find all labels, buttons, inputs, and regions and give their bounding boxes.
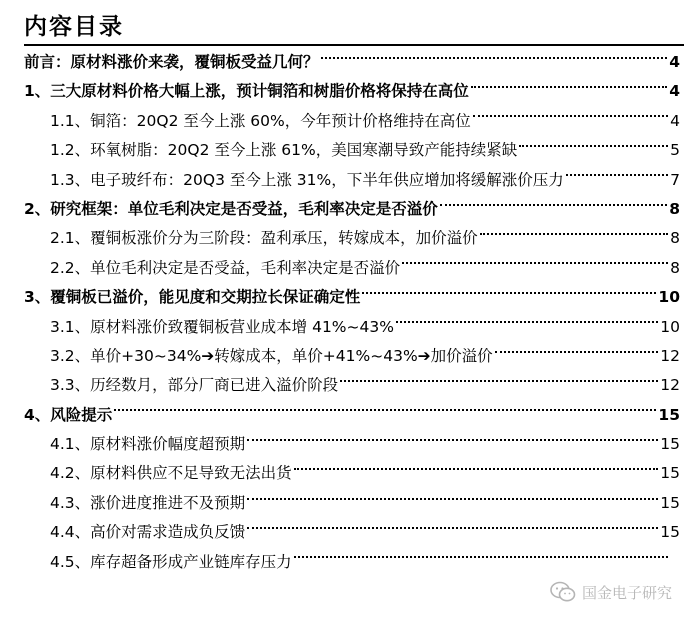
toc-entry-number: 2、 [24,199,51,218]
title-divider [24,44,684,46]
toc-entry[interactable] [0,283,700,312]
toc-entry[interactable] [0,518,700,547]
toc-entry-page: 15 [660,523,680,542]
watermark-text: 国金电子研究 [582,583,673,602]
toc-entry-title: 历经数月，部分厂商已进入溢价阶段 [90,376,339,395]
toc-entry-page: 15 [658,405,680,424]
table-of-contents [0,48,700,577]
dot-leader [396,321,658,323]
toc-entry-number: 4、 [24,405,51,424]
toc-entry-title: 覆铜板已溢价，能见度和交期拉长保证确定性 [50,288,361,307]
toc-entry[interactable] [0,430,700,459]
toc-entry[interactable] [0,77,700,106]
toc-entry-number: 1.1、 [50,111,91,130]
toc-entry-title: 电子玻纤布：20Q3 至今上涨 31%，下半年供应增加将缓解涨价压力 [90,170,564,189]
toc-entry-page: 8 [670,258,680,277]
toc-entry[interactable] [0,548,700,577]
toc-entry[interactable] [0,459,700,488]
toc-entry-title: 高价对需求造成负反馈 [90,523,246,542]
page-title: 内容目录 [24,13,124,40]
dot-leader [480,233,668,235]
toc-entry-page: 15 [660,493,680,512]
toc-entry[interactable] [0,371,700,400]
toc-entry-title: 环氧树脂：20Q2 至今上涨 61%，美国寒潮导致产能持续紧缺 [90,141,518,160]
dot-leader [519,145,668,147]
toc-entry[interactable] [0,489,700,518]
dot-leader [247,498,658,500]
toc-entry-title: 涨价进度推进不及预期 [90,493,246,512]
toc-entry[interactable] [0,195,700,224]
toc-entry-number: 4.4、 [50,523,91,542]
toc-entry[interactable] [0,342,700,371]
toc-entry-page: 7 [670,170,680,189]
toc-entry-page: 12 [660,346,680,365]
dot-leader [321,57,668,59]
dot-leader [247,527,658,529]
toc-entry[interactable] [0,48,700,77]
toc-entry-number: 2.2、 [50,258,91,277]
dot-leader [440,204,667,206]
toc-entry[interactable] [0,401,700,430]
toc-entry[interactable] [0,313,700,342]
toc-entry-number: 4.1、 [50,435,91,454]
toc-entry-title: 库存超备形成产业链库存压力 [90,552,292,571]
toc-entry-title: 原材料供应不足导致无法出货 [90,464,292,483]
toc-entry-number: 3、 [24,288,51,307]
toc-entry-number: 4.5、 [50,552,91,571]
toc-entry-title: 原材料涨价致覆铜板营业成本增 41%~43% [90,317,394,336]
toc-entry[interactable] [0,224,700,253]
toc-entry[interactable] [0,136,700,165]
toc-entry-page: 4 [669,82,680,101]
dot-leader [362,292,656,294]
toc-entry-number: 3.1、 [50,317,91,336]
toc-entry-number: 2.1、 [50,229,91,248]
toc-entry-title: 单位毛利决定是否受益，毛利率决定是否溢价 [90,258,401,277]
toc-entry-number: 3.3、 [50,376,91,395]
toc-entry-title: 铜箔：20Q2 至今上涨 60%，今年预计价格维持在高位 [90,111,471,130]
toc-entry-page: 15 [660,464,680,483]
dot-leader [340,380,658,382]
toc-entry-page: 8 [669,199,680,218]
toc-entry-title: 风险提示 [50,405,113,424]
dot-leader [471,86,667,88]
dot-leader [247,439,658,441]
toc-entry-page: 8 [670,229,680,248]
toc-entry-page: 12 [660,376,680,395]
dot-leader [114,409,656,411]
toc-entry-title: 原材料涨价幅度超预期 [90,435,246,454]
toc-entry-number: 1、 [24,82,51,101]
toc-entry-page: 10 [660,317,680,336]
dot-leader [294,468,659,470]
toc-entry-number: 1.2、 [50,141,91,160]
dot-leader [566,174,668,176]
toc-entry-page: 10 [658,288,680,307]
toc-entry-title: 前言：原材料涨价来袭，覆铜板受益几何？ [24,53,319,71]
toc-entry-title: 覆铜板涨价分为三阶段：盈利承压，转嫁成本，加价溢价 [90,229,478,248]
toc-entry[interactable] [0,166,700,195]
toc-entry-page: 4 [670,111,680,130]
dot-leader [402,262,668,264]
watermark [546,579,676,605]
toc-entry-number: 4.3、 [50,493,91,512]
toc-entry-number: 4.2、 [50,464,91,483]
dot-leader [495,351,659,353]
wechat-icon [550,581,576,603]
toc-entry-page: 4 [669,53,680,71]
toc-entry-page: 15 [660,435,680,454]
toc-entry-title: 研究框架：单位毛利决定是否受益，毛利率决定是否溢价 [50,199,438,218]
toc-entry-title: 单价+30~34%➔转嫁成本，单价+41%~43%➔加价溢价 [90,346,493,365]
toc-entry-page: 5 [670,141,680,160]
toc-entry-number: 1.3、 [50,170,91,189]
toc-entry-title: 三大原材料价格大幅上涨，预计铜箔和树脂价格将保持在高位 [50,82,469,101]
toc-entry-number: 3.2、 [50,346,91,365]
toc-entry[interactable] [0,107,700,136]
dot-leader [294,556,668,558]
toc-entry[interactable] [0,254,700,283]
dot-leader [473,115,668,117]
